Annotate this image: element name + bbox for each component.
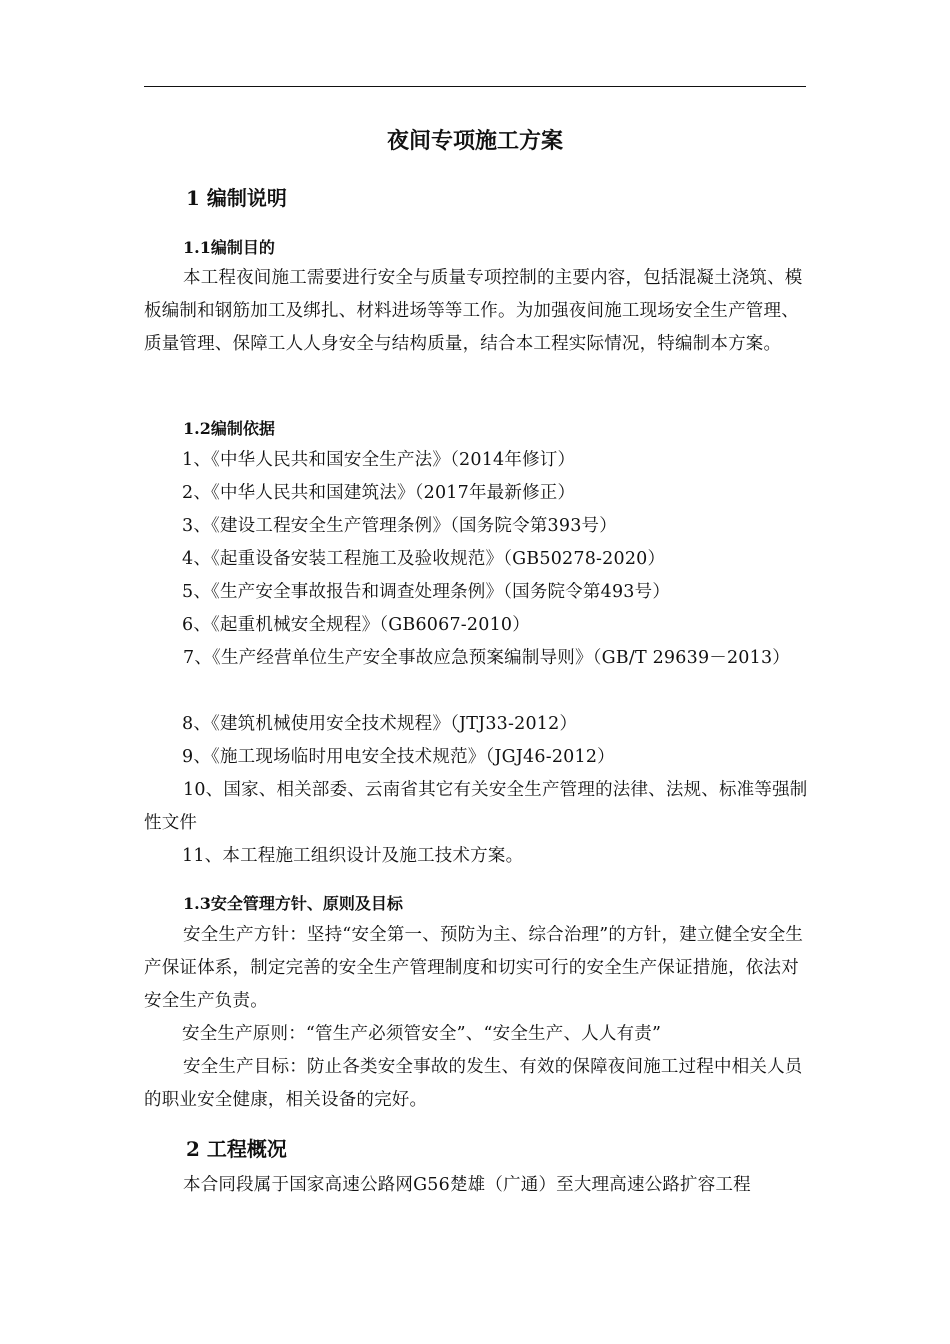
section-2-paragraph: 本合同段属于国家高速公路网G56楚雄（广通）至大理高速公路扩容工程 xyxy=(183,1175,751,1195)
basis-item-4: 4、《起重设备安装工程施工及验收规范》（GB50278-2020） xyxy=(182,549,666,569)
safety-goal-paragraph: 安全生产目标：防止各类安全事故的发生、有效的保障夜间施工过程中相关人员的职业安全健康，相关设备的完好。 xyxy=(144,1057,803,1110)
basis-item-1: 1、《中华人民共和国安全生产法》（2014年修订） xyxy=(182,450,576,470)
basis-item-7: 7、《生产经营单位生产安全事故应急预案编制导则》（GB/T 29639－2013） xyxy=(183,648,791,668)
section-2-heading: 2 工程概况 xyxy=(186,1137,287,1161)
basis-item-3: 3、《建设工程安全生产管理条例》（国务院令第393号） xyxy=(182,516,617,536)
section-1-2-heading: 1.2编制依据 xyxy=(183,419,275,438)
basis-item-9: 9、《施工现场临时用电安全技术规范》（JGJ46-2012） xyxy=(182,747,615,767)
section-1-heading: 1 编制说明 xyxy=(186,186,287,210)
safety-principle-paragraph: 安全生产原则：“管生产必须管安全”、“安全生产、人人有责” xyxy=(182,1024,662,1044)
document-title: 夜间专项施工方案 xyxy=(386,128,563,154)
basis-item-10: 10、国家、相关部委、云南省其它有关安全生产管理的法律、法规、标准等强制性文件 xyxy=(144,780,808,833)
section-1-3-heading: 1.3安全管理方针、原则及目标 xyxy=(183,894,403,913)
basis-item-5: 5、《生产安全事故报告和调查处理条例》（国务院令第493号） xyxy=(182,582,671,602)
basis-item-6: 6、《起重机械安全规程》（GB6067-2010） xyxy=(182,615,530,635)
basis-item-8: 8、《建筑机械使用安全技术规程》（JTJ33-2012） xyxy=(182,714,578,734)
safety-policy-paragraph: 安全生产方针：坚持“安全第一、预防为主、综合治理”的方针，建立健全安全生产保证体系，制定完善的安全生产管理制度和切实可行的安全生产保证措施，依法对安全生产负责。 xyxy=(144,925,804,1011)
header-rule xyxy=(144,86,806,87)
section-1-1-heading: 1.1编制目的 xyxy=(183,238,275,257)
basis-item-11: 11、本工程施工组织设计及施工技术方案。 xyxy=(182,846,524,866)
basis-item-2: 2、《中华人民共和国建筑法》（2017年最新修正） xyxy=(182,483,576,503)
section-1-1-paragraph: 本工程夜间施工需要进行安全与质量专项控制的主要内容，包括混凝土浇筑、模板编制和钢筋加工及绑扎、材料进场等等工作。为加强夜间施工现场安全生产管理、质量管理、保障工人人身安全与结构质量，结合本工程实际情况，特编制本方案。 xyxy=(144,268,803,354)
